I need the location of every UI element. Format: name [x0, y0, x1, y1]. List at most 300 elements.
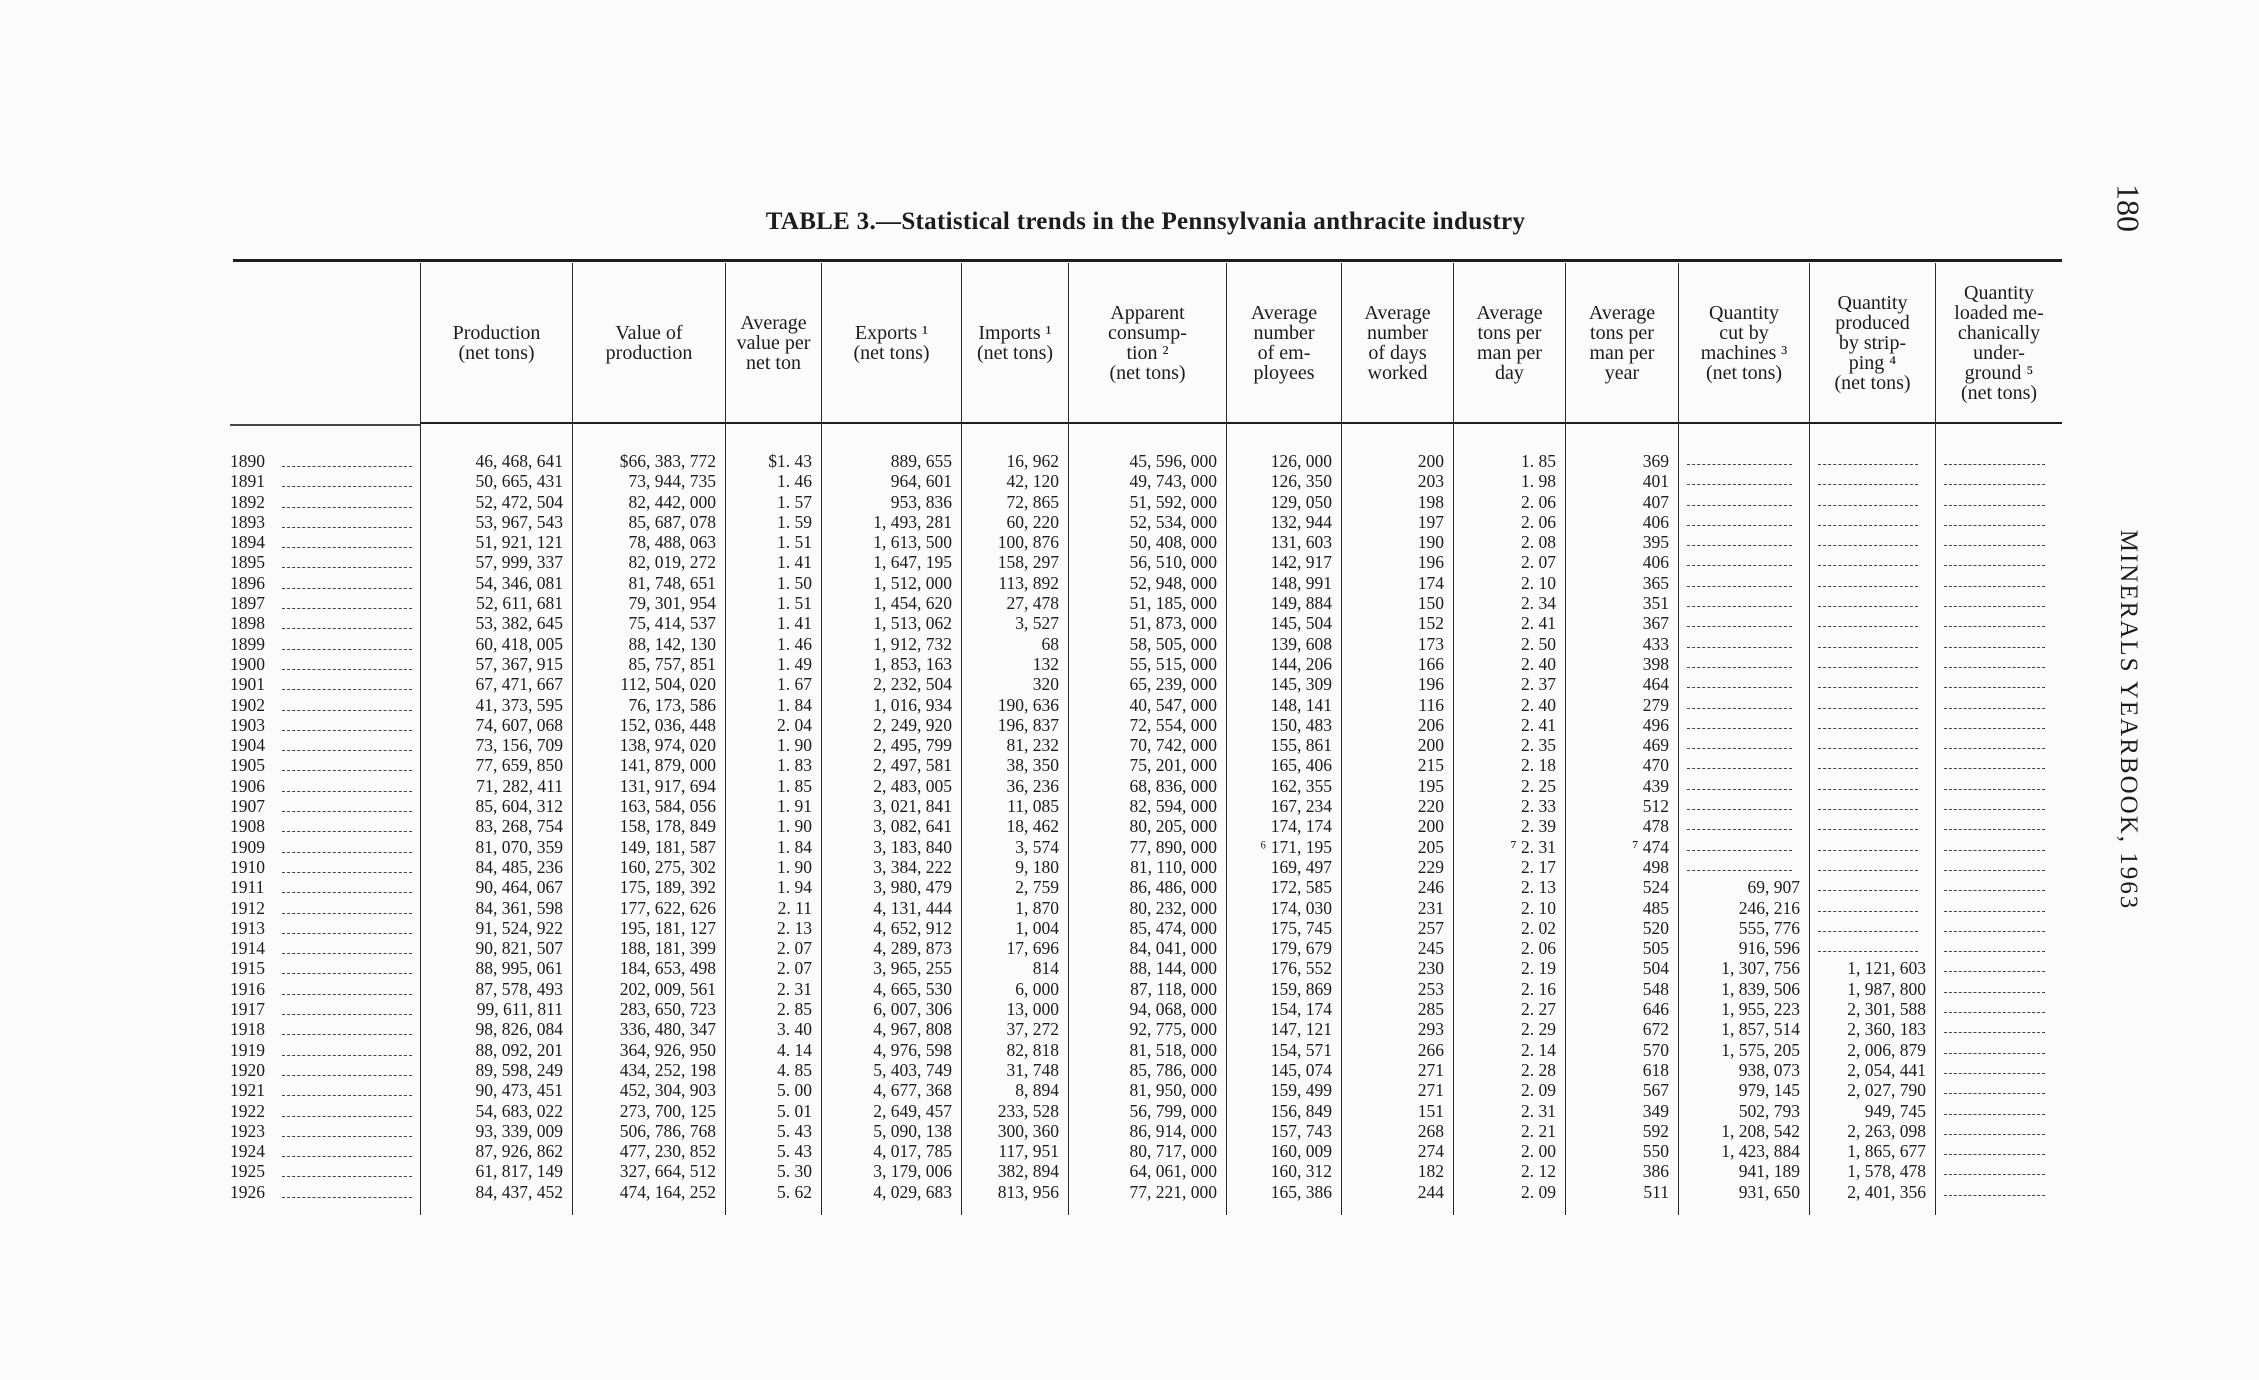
value-cell: 152, 036, 448 [619, 714, 716, 735]
exports-cell: 4, 976, 598 [873, 1039, 952, 1060]
year-label: 1915 [230, 958, 265, 979]
leader-dots [282, 729, 412, 731]
avg_value-cell: 3. 40 [777, 1019, 812, 1040]
year-cell [230, 1121, 420, 1141]
days-cell: 230 [1417, 958, 1444, 979]
value-cell: 163, 584, 056 [619, 796, 716, 817]
tons_day-cell: 2. 12 [1521, 1161, 1556, 1182]
production-cell: 61, 817, 149 [475, 1161, 563, 1182]
exports-cell: 3, 965, 255 [873, 958, 952, 979]
stripping-cell: 1, 121, 603 [1847, 958, 1926, 979]
tons_day-cell: 2. 25 [1521, 775, 1556, 796]
stripping-cell: 1, 865, 677 [1847, 1141, 1926, 1162]
empty-cell [1936, 938, 2062, 958]
machines-cell: 1, 307, 756 [1721, 958, 1800, 979]
days-cell: 196 [1417, 552, 1444, 573]
production-cell: 83, 268, 754 [475, 816, 563, 837]
value-column [573, 263, 726, 1215]
tons_day-cell: 2. 29 [1521, 1019, 1556, 1040]
empty-cell [1810, 674, 1935, 694]
days-cell: 215 [1417, 755, 1444, 776]
tons_year-cell: 401 [1642, 471, 1669, 492]
year-cell [230, 735, 420, 755]
tons_year-cell: 395 [1642, 532, 1669, 553]
avg_value-cell: $1. 43 [768, 451, 812, 471]
consumption-cell: 85, 474, 000 [1129, 917, 1217, 938]
production-cell: 53, 382, 645 [475, 613, 563, 634]
exports-cell: 4, 131, 444 [873, 897, 952, 918]
production-cell: 50, 665, 431 [475, 471, 563, 492]
imports-cell: 132 [1032, 653, 1059, 674]
production-cell: 84, 361, 598 [475, 897, 563, 918]
imports-cell: 16, 962 [1006, 451, 1059, 471]
days-cell: 195 [1417, 775, 1444, 796]
empty-cell [1810, 735, 1935, 755]
empty-cell [1810, 451, 1935, 471]
production-cell: 54, 683, 022 [475, 1100, 563, 1121]
consumption-cell: 92, 775, 000 [1129, 1019, 1217, 1040]
machines-cell: 931, 650 [1738, 1181, 1800, 1202]
tons_day-cell: 2. 28 [1521, 1059, 1556, 1080]
leader-dots [282, 1115, 412, 1117]
exports-cell: 953, 836 [890, 491, 952, 512]
days-cell: 206 [1417, 714, 1444, 735]
tons_year-cell: 485 [1642, 897, 1669, 918]
days-cell: 271 [1417, 1059, 1444, 1080]
avg_value-cell: 5. 43 [777, 1120, 812, 1141]
year-label: 1926 [230, 1181, 265, 1202]
employees-cell: 157, 743 [1270, 1120, 1332, 1141]
leader-dots [282, 587, 412, 589]
tons_year-header: Average tons per man per year [1588, 302, 1656, 384]
leader-dots [282, 1054, 412, 1056]
empty-cell [1936, 776, 2062, 796]
consumption-column [1069, 263, 1227, 1215]
avg_value-cell: 4. 14 [777, 1039, 812, 1060]
value-cell: 82, 442, 000 [628, 491, 716, 512]
days-cell: 203 [1417, 471, 1444, 492]
empty-cell [1810, 776, 1935, 796]
year-cell [230, 979, 420, 999]
exports-cell: 5, 090, 138 [873, 1120, 952, 1141]
avg_value-cell: 5. 30 [777, 1161, 812, 1182]
consumption-cell: 49, 743, 000 [1129, 471, 1217, 492]
days-cell: 190 [1417, 532, 1444, 553]
tons_year-cell: 520 [1642, 917, 1669, 938]
tons_day-cell: 2. 27 [1521, 999, 1556, 1020]
empty-cell [1936, 816, 2062, 836]
empty-cell [1810, 492, 1935, 512]
year-cell [230, 1141, 420, 1161]
year-cell [230, 999, 420, 1019]
consumption-cell: 84, 041, 000 [1129, 938, 1217, 959]
employees-cell: 169, 497 [1270, 856, 1332, 877]
avg_value-cell: 1. 94 [777, 877, 812, 898]
production-cell: 90, 473, 451 [475, 1080, 563, 1101]
leader-dots [282, 566, 412, 568]
tons_year-cell: 433 [1642, 633, 1669, 654]
table-top-rule [233, 259, 2062, 262]
tons_year-cell: 618 [1642, 1059, 1669, 1080]
page-title: TABLE 3.—Statistical trends in the Pennsylvania anthracite industry [765, 208, 1526, 235]
year-label: 1925 [230, 1161, 265, 1182]
employees-cell: 145, 309 [1270, 674, 1332, 695]
consumption-cell: 80, 205, 000 [1129, 816, 1217, 837]
tons_year-cell: 279 [1642, 694, 1669, 715]
year-label: 1920 [230, 1059, 265, 1080]
year-cell [230, 1182, 420, 1202]
year-label: 1908 [230, 816, 265, 837]
value-cell: 283, 650, 723 [619, 999, 716, 1020]
tons_year-cell: 349 [1642, 1100, 1669, 1121]
year-column [230, 263, 420, 1215]
employees-cell: 147, 121 [1270, 1019, 1332, 1040]
tons_year-cell: 504 [1642, 958, 1669, 979]
employees-cell: 148, 991 [1270, 572, 1332, 593]
consumption-cell: 51, 592, 000 [1129, 491, 1217, 512]
mechanical-header: Quantity loaded me- chanically under- ground ⁵ (net tons) [1954, 282, 2044, 404]
imports-cell: 113, 892 [998, 572, 1059, 593]
year-cell [230, 552, 420, 572]
value-cell: 474, 164, 252 [619, 1181, 716, 1202]
value-cell: 75, 414, 537 [628, 613, 716, 634]
imports-cell: 814 [1032, 958, 1059, 979]
tons_year-cell: 470 [1642, 755, 1669, 776]
exports-cell: 3, 082, 641 [873, 816, 952, 837]
page-number [2100, 168, 2156, 248]
avg_value-cell: 2. 85 [777, 999, 812, 1020]
machines-cell: 979, 145 [1738, 1080, 1800, 1101]
employees-cell: 154, 174 [1270, 999, 1332, 1020]
imports-cell: 36, 236 [1006, 775, 1059, 796]
tons_day-cell: 2. 41 [1521, 714, 1556, 735]
machines-cell: 1, 423, 884 [1721, 1141, 1800, 1162]
empty-cell [1679, 492, 1809, 512]
empty-cell [1936, 958, 2062, 978]
production-cell: 93, 339, 009 [475, 1120, 563, 1141]
tons_year-cell: 672 [1642, 1019, 1669, 1040]
tons_day-cell: 2. 06 [1521, 938, 1556, 959]
machines-cell: 1, 857, 514 [1721, 1019, 1800, 1040]
empty-cell [1936, 634, 2062, 654]
empty-cell [1679, 674, 1809, 694]
imports-cell: 117, 951 [998, 1141, 1059, 1162]
consumption-cell: 55, 515, 000 [1129, 653, 1217, 674]
empty-cell [1936, 1101, 2062, 1121]
year-label: 1890 [230, 451, 265, 471]
imports-cell: 9, 180 [1015, 856, 1059, 877]
days-cell: 229 [1417, 856, 1444, 877]
tons_day-cell: ⁷ 2. 31 [1510, 836, 1556, 857]
consumption-cell: 94, 068, 000 [1129, 999, 1217, 1020]
employees-cell: 132, 944 [1270, 511, 1332, 532]
empty-cell [1936, 532, 2062, 552]
stripping-cell: 2, 360, 183 [1847, 1019, 1926, 1040]
leader-dots [282, 1175, 412, 1177]
leader-dots [282, 627, 412, 629]
value-cell: 452, 304, 903 [619, 1080, 716, 1101]
year-cell [230, 816, 420, 836]
year-label: 1911 [230, 877, 265, 898]
stripping-cell: 1, 578, 478 [1847, 1161, 1926, 1182]
imports-column [962, 263, 1069, 1215]
value-cell: 79, 301, 954 [628, 593, 716, 614]
year-label: 1900 [230, 653, 265, 674]
value-cell: 160, 275, 302 [619, 856, 716, 877]
empty-cell [1936, 1019, 2062, 1039]
avg_value-cell: 1. 49 [777, 653, 812, 674]
production-cell: 84, 437, 452 [475, 1181, 563, 1202]
exports-cell: 2, 497, 581 [873, 755, 952, 776]
imports-cell: 6, 000 [1015, 978, 1059, 999]
empty-cell [1936, 695, 2062, 715]
empty-cell [1936, 593, 2062, 613]
employees-cell: 145, 504 [1270, 613, 1332, 634]
imports-cell: 82, 818 [1006, 1039, 1059, 1060]
avg_value-cell: 1. 46 [777, 633, 812, 654]
avg_value-cell: 2. 04 [777, 714, 812, 735]
imports-cell: 190, 636 [997, 694, 1059, 715]
empty-cell [1810, 816, 1935, 836]
consumption-cell: 77, 221, 000 [1129, 1181, 1217, 1202]
days-cell: 220 [1417, 796, 1444, 817]
year-label: 1893 [230, 511, 265, 532]
employees-cell: 165, 386 [1270, 1181, 1332, 1202]
year-cell [230, 573, 420, 593]
empty-cell [1810, 654, 1935, 674]
production-cell: 67, 471, 667 [475, 674, 563, 695]
employees-cell: 144, 206 [1270, 653, 1332, 674]
empty-cell [1810, 837, 1935, 857]
value-cell: 88, 142, 130 [628, 633, 716, 654]
consumption-cell: 51, 185, 000 [1129, 593, 1217, 614]
employees-cell: 179, 679 [1270, 938, 1332, 959]
production-cell: 57, 999, 337 [475, 552, 563, 573]
consumption-cell: 56, 510, 000 [1129, 552, 1217, 573]
production-cell: 54, 346, 081 [475, 572, 563, 593]
year-label: 1892 [230, 491, 265, 512]
value-cell: 141, 879, 000 [619, 755, 716, 776]
year-cell [230, 593, 420, 613]
consumption-cell: 56, 799, 000 [1129, 1100, 1217, 1121]
avg_value-cell: 1. 51 [777, 532, 812, 553]
imports-cell: 2, 759 [1015, 877, 1059, 898]
consumption-cell: 50, 408, 000 [1129, 532, 1217, 553]
days-cell: 274 [1417, 1141, 1444, 1162]
year-cell [230, 715, 420, 735]
days-cell: 150 [1417, 593, 1444, 614]
year-cell [230, 1101, 420, 1121]
leader-dots [282, 851, 412, 853]
value-cell: 149, 181, 587 [619, 836, 716, 857]
days-cell: 271 [1417, 1080, 1444, 1101]
consumption-cell: 58, 505, 000 [1129, 633, 1217, 654]
machines-cell: 502, 793 [1738, 1100, 1800, 1121]
employees-cell: 160, 009 [1270, 1141, 1332, 1162]
exports-cell: 1, 613, 500 [873, 532, 952, 553]
empty-cell [1810, 634, 1935, 654]
leader-dots [282, 749, 412, 751]
tons_year-cell: 498 [1642, 856, 1669, 877]
year-cell [230, 898, 420, 918]
avg_value-cell: 1. 90 [777, 735, 812, 756]
empty-cell [1936, 512, 2062, 532]
leader-dots [282, 1155, 412, 1157]
consumption-cell: 81, 110, 000 [1130, 856, 1217, 877]
value-cell: 175, 189, 392 [619, 877, 716, 898]
empty-cell [1936, 451, 2062, 471]
tons_day-cell: 2. 00 [1521, 1141, 1556, 1162]
tons_day-cell: 2. 16 [1521, 978, 1556, 999]
tons_day-header: Average tons per man per day [1476, 302, 1543, 384]
tons_day-cell: 2. 19 [1521, 958, 1556, 979]
leader-dots [282, 1013, 412, 1015]
value-header: Value of production [605, 322, 693, 364]
year-cell [230, 776, 420, 796]
consumption-cell: 45, 596, 000 [1129, 451, 1217, 471]
days-cell: 200 [1417, 451, 1444, 471]
exports-cell: 3, 183, 840 [873, 836, 952, 857]
days-cell: 200 [1417, 816, 1444, 837]
tons_day-cell: 2. 06 [1521, 511, 1556, 532]
value-cell: 78, 488, 063 [628, 532, 716, 553]
empty-cell [1936, 1161, 2062, 1181]
value-cell: 506, 786, 768 [619, 1120, 716, 1141]
production-cell: 53, 967, 543 [475, 511, 563, 532]
value-cell: 177, 622, 626 [619, 897, 716, 918]
empty-cell [1679, 735, 1809, 755]
imports-cell: 3, 574 [1015, 836, 1059, 857]
running-head-text: MINERALS YEARBOOK, 1963 [2115, 529, 2142, 911]
empty-cell [1936, 573, 2062, 593]
year-cell [230, 654, 420, 674]
leader-dots [282, 993, 412, 995]
empty-cell [1810, 796, 1935, 816]
year-cell [230, 471, 420, 491]
empty-cell [1810, 593, 1935, 613]
tons_year-cell: 548 [1642, 978, 1669, 999]
production-cell: 90, 821, 507 [475, 938, 563, 959]
leader-dots [282, 709, 412, 711]
avg_value-cell: 1. 59 [777, 511, 812, 532]
empty-cell [1936, 1040, 2062, 1060]
consumption-cell: 87, 118, 000 [1130, 978, 1217, 999]
leader-dots [282, 810, 412, 812]
empty-cell [1936, 796, 2062, 816]
year-cell [230, 877, 420, 897]
empty-cell [1936, 613, 2062, 633]
consumption-cell: 86, 486, 000 [1129, 877, 1217, 898]
exports-cell: 1, 493, 281 [873, 511, 952, 532]
production-header: Production (net tons) [452, 322, 541, 364]
production-cell: 98, 826, 084 [475, 1019, 563, 1040]
imports-cell: 68 [1041, 633, 1059, 654]
stripping-cell: 2, 263, 098 [1847, 1120, 1926, 1141]
stripping-header: Quantity produced by strip- ping ⁴ (net tons) [1834, 292, 1911, 394]
tons_year-cell: 511 [1643, 1181, 1669, 1202]
empty-cell [1936, 654, 2062, 674]
tons_year-cell: 406 [1642, 511, 1669, 532]
tons_day-cell: 2. 02 [1521, 917, 1556, 938]
tons_day-cell: 2. 18 [1521, 755, 1556, 776]
tons_year-cell: 524 [1642, 877, 1669, 898]
year-label: 1895 [230, 552, 265, 573]
machines-cell: 69, 907 [1747, 877, 1800, 898]
year-cell [230, 1060, 420, 1080]
stripping-cell: 2, 006, 879 [1847, 1039, 1926, 1060]
production-cell: 99, 611, 811 [476, 999, 563, 1020]
year-label: 1922 [230, 1100, 265, 1121]
avg_value-cell: 1. 84 [777, 694, 812, 715]
leader-dots [282, 769, 412, 771]
value-cell: 85, 687, 078 [628, 511, 716, 532]
empty-cell [1679, 613, 1809, 633]
machines-header: Quantity cut by machines ³ (net tons) [1700, 302, 1788, 384]
leader-dots [282, 912, 412, 914]
consumption-cell: 86, 914, 000 [1129, 1120, 1217, 1141]
imports-cell: 382, 894 [997, 1161, 1059, 1182]
exports-cell: 1, 513, 062 [873, 613, 952, 634]
value-cell: 434, 252, 198 [619, 1059, 716, 1080]
machines-cell: 941, 189 [1738, 1161, 1800, 1182]
avg_value-cell: 1. 83 [777, 755, 812, 776]
empty-cell [1936, 877, 2062, 897]
production-cell: 77, 659, 850 [475, 755, 563, 776]
tons_day-cell: 2. 07 [1521, 552, 1556, 573]
tons_year-cell: 570 [1642, 1039, 1669, 1060]
empty-cell [1810, 755, 1935, 775]
imports-cell: 42, 120 [1006, 471, 1059, 492]
tons_year-cell: 567 [1642, 1080, 1669, 1101]
production-cell: 51, 921, 121 [475, 532, 563, 553]
tons_year-cell: 469 [1642, 735, 1669, 756]
empty-cell [1679, 837, 1809, 857]
empty-cell [1810, 471, 1935, 491]
exports-cell: 1, 853, 163 [873, 653, 952, 674]
employees-cell: 159, 499 [1270, 1080, 1332, 1101]
avg_value-header: Average value per net ton [736, 312, 811, 374]
empty-cell [1679, 512, 1809, 532]
imports-cell: 8, 894 [1015, 1080, 1059, 1101]
value-cell: 76, 173, 586 [628, 694, 716, 715]
imports-cell: 158, 297 [997, 552, 1059, 573]
tons_year-cell: 365 [1642, 572, 1669, 593]
exports-cell: 2, 232, 504 [873, 674, 952, 695]
leader-dots [282, 1074, 412, 1076]
days-cell: 205 [1417, 836, 1444, 857]
empty-cell [1679, 471, 1809, 491]
consumption-cell: 65, 239, 000 [1129, 674, 1217, 695]
employees-cell: 145, 074 [1270, 1059, 1332, 1080]
production-cell: 84, 485, 236 [475, 856, 563, 877]
empty-cell [1936, 552, 2062, 572]
imports-cell: 81, 232 [1006, 735, 1059, 756]
value-cell: 202, 009, 561 [619, 978, 716, 999]
year-cell [230, 755, 420, 775]
year-cell [230, 695, 420, 715]
imports-cell: 37, 272 [1006, 1019, 1059, 1040]
exports-header: Exports ¹ (net tons) [853, 322, 930, 364]
production-cell: 88, 995, 061 [475, 958, 563, 979]
leader-dots [282, 790, 412, 792]
imports-cell: 18, 462 [1006, 816, 1059, 837]
days-cell: 246 [1417, 877, 1444, 898]
days-cell: 182 [1417, 1161, 1444, 1182]
consumption-cell: 77, 890, 000 [1129, 836, 1217, 857]
tons_year-cell: 406 [1642, 552, 1669, 573]
empty-cell [1936, 979, 2062, 999]
year-label: 1919 [230, 1039, 265, 1060]
